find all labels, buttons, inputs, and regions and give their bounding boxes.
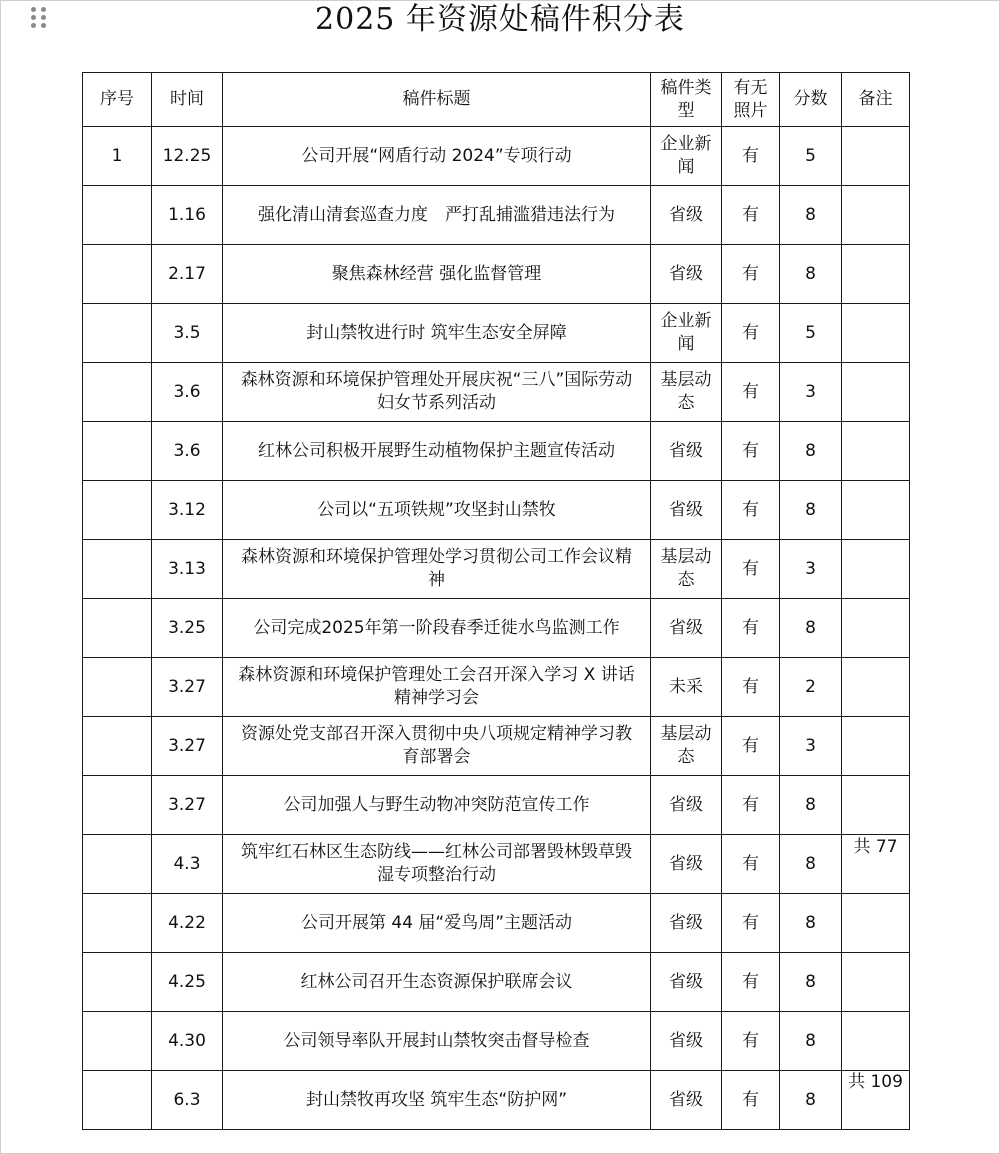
cell-title: 封山禁牧再攻坚 筑牢生态“防护网” — [223, 1071, 651, 1130]
table-row — [83, 363, 910, 422]
cell-remark — [842, 186, 910, 245]
cell-type: 基层动态 — [651, 540, 722, 599]
cell-type: 省级 — [651, 894, 722, 953]
table-header-row — [83, 73, 910, 127]
cell-remark — [842, 658, 910, 717]
cell-no — [83, 776, 152, 835]
cell-photo: 有 — [722, 245, 780, 304]
cell-title: 公司开展“网盾行动 2024”专项行动 — [223, 127, 651, 186]
column-header-date: 时间 — [152, 73, 223, 127]
table-row — [83, 835, 910, 894]
cell-date: 1.16 — [152, 186, 223, 245]
cell-type: 省级 — [651, 835, 722, 894]
table-row — [83, 776, 910, 835]
cell-type: 省级 — [651, 599, 722, 658]
cell-date: 6.3 — [152, 1071, 223, 1130]
cell-score: 8 — [780, 776, 842, 835]
cell-type: 省级 — [651, 776, 722, 835]
table-row — [83, 717, 910, 776]
cell-date: 3.27 — [152, 776, 223, 835]
cell-type: 省级 — [651, 186, 722, 245]
cell-title: 红林公司积极开展野生动植物保护主题宣传活动 — [223, 422, 651, 481]
table-row — [83, 540, 910, 599]
cell-title: 公司以“五项铁规”攻坚封山禁牧 — [223, 481, 651, 540]
cell-no — [83, 363, 152, 422]
cell-title: 森林资源和环境保护管理处学习贯彻公司工作会议精神 — [223, 540, 651, 599]
cell-date: 2.17 — [152, 245, 223, 304]
cell-no — [83, 422, 152, 481]
cell-no — [83, 658, 152, 717]
table-row — [83, 186, 910, 245]
cell-photo: 有 — [722, 599, 780, 658]
cell-title: 公司开展第 44 届“爱鸟周”主题活动 — [223, 894, 651, 953]
cell-score: 8 — [780, 245, 842, 304]
column-header-type: 稿件类型 — [651, 73, 722, 127]
cell-photo: 有 — [722, 363, 780, 422]
table-row — [83, 894, 910, 953]
table-row — [83, 599, 910, 658]
cell-title: 强化清山清套巡查力度 严打乱捕滥猎违法行为 — [223, 186, 651, 245]
cell-remark — [842, 540, 910, 599]
table-row — [83, 422, 910, 481]
cell-score: 8 — [780, 835, 842, 894]
cell-photo: 有 — [722, 658, 780, 717]
cell-remark: 共 77 — [842, 835, 910, 894]
column-header-no: 序号 — [83, 73, 152, 127]
cell-date: 4.25 — [152, 953, 223, 1012]
cell-title: 封山禁牧进行时 筑牢生态安全屏障 — [223, 304, 651, 363]
cell-photo: 有 — [722, 717, 780, 776]
cell-no — [83, 953, 152, 1012]
cell-score: 3 — [780, 363, 842, 422]
cell-score: 8 — [780, 186, 842, 245]
cell-remark — [842, 304, 910, 363]
cell-score: 3 — [780, 717, 842, 776]
cell-date: 3.27 — [152, 658, 223, 717]
cell-score: 8 — [780, 599, 842, 658]
column-header-photo: 有无照片 — [722, 73, 780, 127]
cell-photo: 有 — [722, 304, 780, 363]
cell-score: 8 — [780, 481, 842, 540]
cell-no — [83, 245, 152, 304]
cell-remark: 共 109 — [842, 1071, 910, 1130]
cell-score: 5 — [780, 304, 842, 363]
cell-date: 3.5 — [152, 304, 223, 363]
cell-no — [83, 1071, 152, 1130]
cell-type: 省级 — [651, 1012, 722, 1071]
cell-title: 森林资源和环境保护管理处工会召开深入学习 X 讲话精神学习会 — [223, 658, 651, 717]
cell-remark — [842, 953, 910, 1012]
cell-type: 未采 — [651, 658, 722, 717]
cell-remark — [842, 481, 910, 540]
table-row — [83, 481, 910, 540]
cell-photo: 有 — [722, 953, 780, 1012]
cell-no — [83, 717, 152, 776]
cell-remark — [842, 894, 910, 953]
cell-remark — [842, 422, 910, 481]
cell-no — [83, 835, 152, 894]
cell-no — [83, 304, 152, 363]
cell-no: 1 — [83, 127, 152, 186]
cell-title: 资源处党支部召开深入贯彻中央八项规定精神学习教育部署会 — [223, 717, 651, 776]
cell-score: 5 — [780, 127, 842, 186]
cell-remark — [842, 1012, 910, 1071]
table-row — [83, 127, 910, 186]
cell-date: 4.30 — [152, 1012, 223, 1071]
cell-type: 企业新闻 — [651, 127, 722, 186]
cell-score: 2 — [780, 658, 842, 717]
page-title: 2025 年资源处稿件积分表 — [315, 2, 685, 37]
cell-no — [83, 540, 152, 599]
cell-type: 省级 — [651, 245, 722, 304]
cell-title: 公司领导率队开展封山禁牧突击督导检查 — [223, 1012, 651, 1071]
cell-photo: 有 — [722, 422, 780, 481]
column-header-remark: 备注 — [842, 73, 910, 127]
cell-date: 3.6 — [152, 363, 223, 422]
cell-type: 省级 — [651, 481, 722, 540]
table-row — [83, 953, 910, 1012]
cell-type: 企业新闻 — [651, 304, 722, 363]
cell-score: 8 — [780, 422, 842, 481]
cell-title: 聚焦森林经营 强化监督管理 — [223, 245, 651, 304]
column-header-title: 稿件标题 — [223, 73, 651, 127]
cell-photo: 有 — [722, 894, 780, 953]
cell-score: 8 — [780, 953, 842, 1012]
table-row — [83, 1012, 910, 1071]
cell-title: 公司加强人与野生动物冲突防范宣传工作 — [223, 776, 651, 835]
cell-date: 3.12 — [152, 481, 223, 540]
cell-type: 基层动态 — [651, 363, 722, 422]
cell-photo: 有 — [722, 540, 780, 599]
cell-type: 基层动态 — [651, 717, 722, 776]
cell-remark — [842, 363, 910, 422]
cell-date: 3.27 — [152, 717, 223, 776]
cell-remark — [842, 776, 910, 835]
cell-no — [83, 894, 152, 953]
cell-type: 省级 — [651, 953, 722, 1012]
cell-score: 8 — [780, 1012, 842, 1071]
table-row — [83, 658, 910, 717]
cell-score: 3 — [780, 540, 842, 599]
cell-title: 森林资源和环境保护管理处开展庆祝“三八”国际劳动妇女节系列活动 — [223, 363, 651, 422]
cell-photo: 有 — [722, 1071, 780, 1130]
cell-date: 4.22 — [152, 894, 223, 953]
cell-type: 省级 — [651, 422, 722, 481]
cell-no — [83, 186, 152, 245]
cell-no — [83, 481, 152, 540]
score-table — [82, 72, 910, 1130]
cell-remark — [842, 599, 910, 658]
cell-title: 红林公司召开生态资源保护联席会议 — [223, 953, 651, 1012]
cell-date: 3.25 — [152, 599, 223, 658]
cell-no — [83, 1012, 152, 1071]
column-header-score: 分数 — [780, 73, 842, 127]
cell-remark — [842, 245, 910, 304]
table-row — [83, 1071, 910, 1130]
cell-title: 筑牢红石林区生态防线——红林公司部署毁林毁草毁湿专项整治行动 — [223, 835, 651, 894]
cell-no — [83, 599, 152, 658]
cell-date: 4.3 — [152, 835, 223, 894]
cell-photo: 有 — [722, 481, 780, 540]
cell-score: 8 — [780, 894, 842, 953]
table-row — [83, 304, 910, 363]
cell-photo: 有 — [722, 1012, 780, 1071]
cell-score: 8 — [780, 1071, 842, 1130]
table-row — [83, 245, 910, 304]
cell-date: 3.6 — [152, 422, 223, 481]
cell-date: 12.25 — [152, 127, 223, 186]
cell-photo: 有 — [722, 127, 780, 186]
cell-title: 公司完成2025年第一阶段春季迁徙水鸟监测工作 — [223, 599, 651, 658]
cell-photo: 有 — [722, 776, 780, 835]
cell-remark — [842, 717, 910, 776]
cell-photo: 有 — [722, 835, 780, 894]
cell-date: 3.13 — [152, 540, 223, 599]
cell-type: 省级 — [651, 1071, 722, 1130]
cell-photo: 有 — [722, 186, 780, 245]
cell-remark — [842, 127, 910, 186]
